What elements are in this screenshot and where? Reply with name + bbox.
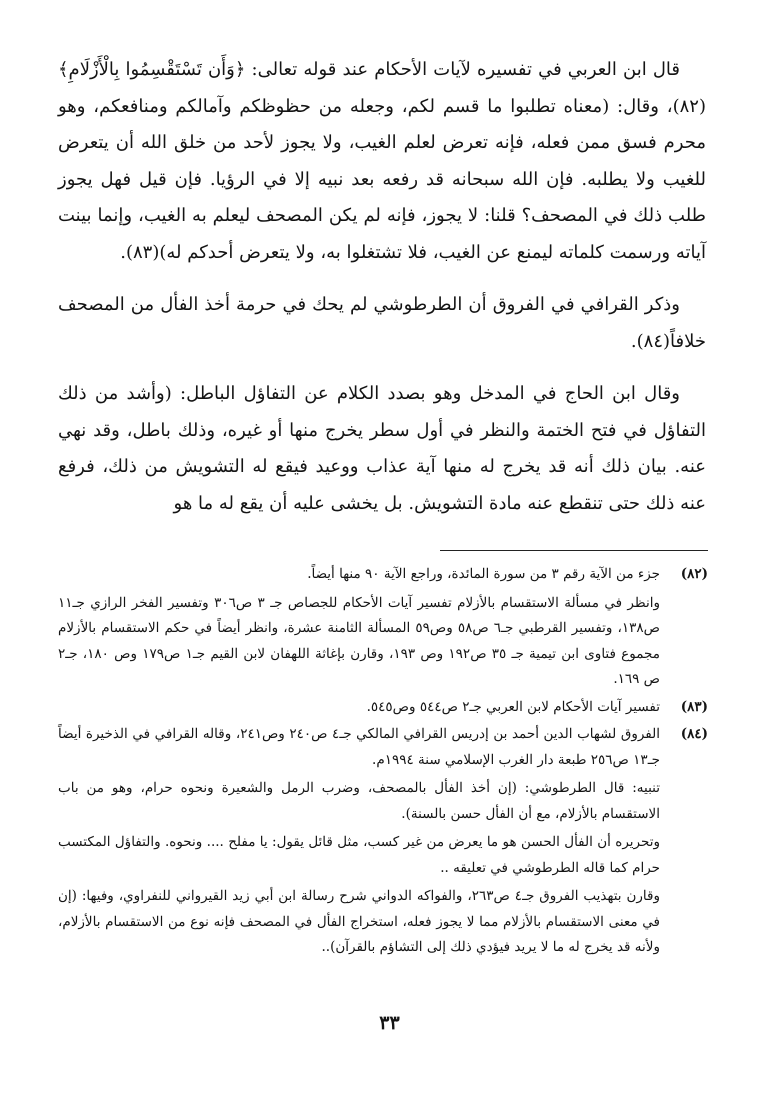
footnote-line: تنبيه: قال الطرطوشي: (إن أخذ الفأل بالمصحف، وضرب الرمل والشعيرة ونحوه حرام، وهو من باب الاستقسام بالأزلام، مع أن الفأل حسن بالسنة).	[58, 780, 660, 822]
footnote-line: وانظر في مسألة الاستقسام بالأزلام تفسير آيات الأحكام للجصاص جـ ٣ ص٣٠٦ وتفسير الفخر الرازي جـ١١ ص١٣٨، وتفسير القرطبي جـ٦ ص٥٨ وص٥٩ المسألة الثامنة عشرة، وانظر أيضاً في حكم الاستقسام بالأزلام مجموع فتاوى ابن تيمية جـ ٣٥ ص١٩٢ وص ١٩٣، وقارن بإغاثة اللهفان لابن القيم جـ١ ص١٧٩ وص ١٨٠، جـ٢ ص ١٦٩.	[58, 594, 660, 687]
footnote-number: (٨٣)	[680, 698, 708, 715]
footnote-84	[58, 722, 708, 961]
footnote-line: وتحريره أن الفأل الحسن هو ما يعرض من غير كسب، مثل قائل يقول: يا مفلح .... ونحوه. والتفاؤل المكتسب حرام كما قاله الطرطوشي في تعليقه ..	[58, 834, 660, 876]
footnote-body	[58, 722, 660, 961]
footnote-line: الفروق لشهاب الدين أحمد بن إدريس القرافي المالكي جـ٤ ص٢٤٠ وص٢٤١، وقاله القرافي في الذخيرة أيضاً جـ١٣ ص٢٥٦ طبعة دار الغرب الإسلامي سنة ١٩٩٤م.	[58, 726, 660, 768]
paragraph-1: قال ابن العربي في تفسيره لآيات الأحكام عند قوله تعالى: ﴿وَأَن تَسْتَقْسِمُوا بِالْأَزْلَامِ﴾(٨٢)، وقال: (معناه تطلبوا ما قسم لكم، وجعله من حظوظكم وآمالكم ومنافعكم، وهو محرم فسق ممن فعله، فإنه تعرض لعلم الغيب، ولا يجوز لأحد من خلق الله أن يتعرض للغيب ولا يطلبه. فإن الله سبحانه قد رفعه بعد نبيه إلا في الرؤيا. فإن قيل فهل يجوز طلب ذلك في المصحف؟ قلنا: لا يجوز، فإنه لم يكن المصحف ليعلم به الغيب، وإنما بينت آياته ورسمت كلماته ليمنع عن الغيب، فلا تشتغلوا به، ولا يتعرض أحدكم له)(٨٣).	[58, 59, 706, 263]
main-text	[58, 52, 706, 522]
footnote-body	[58, 695, 660, 721]
footnote-line: وقارن بتهذيب الفروق جـ٤ ص٢٦٣، والفواكه الدواني شرح رسالة ابن أبي زيد القيرواني للنفراوي، وفيها: (إن في معنى الاستقسام بالأزلام مما لا يجوز فعله، استخراج الفأل في المصحف فإنه نوع من الاستقسام بالأزلام، ولأنه قد يخرج له ما لا يريد فيؤدي ذلك إلى التشاؤم بالقرآن)..	[58, 888, 661, 955]
paragraph-3: وقال ابن الحاج في المدخل وهو بصدد الكلام عن التفاؤل الباطل: (وأشد من ذلك التفاؤل في فتح الختمة والنظر في أول سطر يخرج منها أو غيره، وذلك باطل، وقد نهي عنه. بيان ذلك أنه قد يخرج له منها آية عذاب ووعيد فيقع له التشويش من ذلك، فرفع عنه ذلك حتى تنقطع عنه مادة التشويش. بل يخشى عليه أن يقع له ما هو	[58, 383, 706, 514]
footnote-number: (٨٢)	[680, 566, 708, 582]
page-number: ٣٣	[379, 1012, 400, 1034]
footnote-line: جزء من الآية رقم ٣ من سورة المائدة، وراجع الآية ٩٠ منها أيضاً.	[307, 566, 660, 582]
footnote-83	[58, 695, 708, 721]
paragraph-2: وذكر القرافي في الفروق أن الطرطوشي لم يحك في حرمة أخذ الفأل من المصحف خلافاً(٨٤).	[58, 294, 706, 352]
footnote-separator	[440, 550, 708, 551]
footnote-line: تفسير آيات الأحكام لابن العربي جـ٢ ص٥٤٤ وص٥٤٥.	[366, 698, 660, 715]
footnote-82	[58, 562, 708, 693]
footnote-body	[58, 562, 660, 693]
footnote-number: (٨٤)	[680, 726, 708, 742]
footnotes	[58, 562, 708, 963]
